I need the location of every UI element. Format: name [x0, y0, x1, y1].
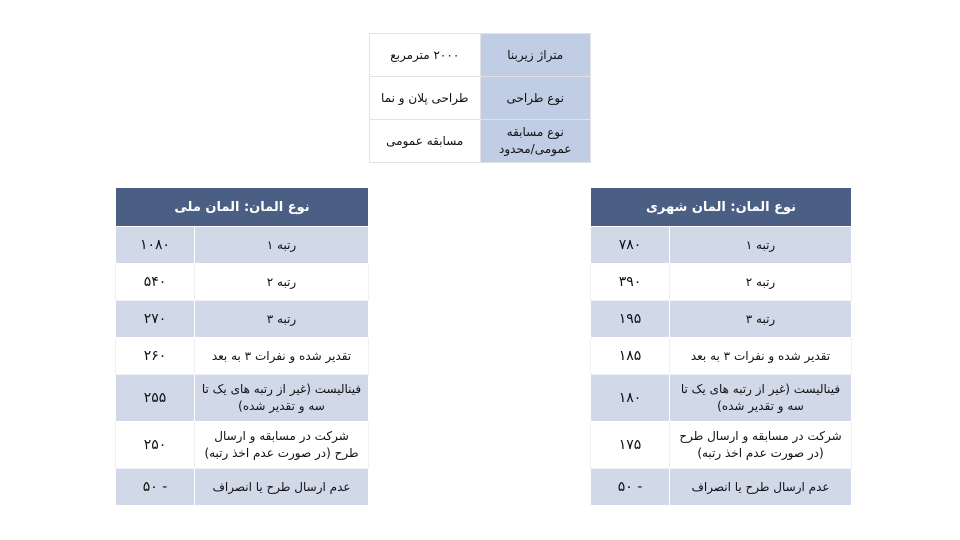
award-label: رتبه ۱ [195, 227, 369, 264]
table-row [116, 338, 369, 375]
award-value: ۲۷۰ [116, 301, 195, 338]
competition-info-table [369, 33, 591, 163]
award-value: ۱۷۵ [591, 422, 670, 469]
table-row [591, 227, 852, 264]
award-label: رتبه ۳ [670, 301, 852, 338]
award-value: ۲۵۵ [116, 375, 195, 422]
info-value: طراحی پلان و نما [370, 77, 481, 120]
award-label: عدم ارسال طرح یا انصراف [670, 469, 852, 506]
table-row [116, 469, 369, 506]
info-row [370, 34, 591, 77]
award-value: - ۵۰ [591, 469, 670, 506]
table-row [116, 301, 369, 338]
table-title: نوع المان: المان شهری [591, 188, 852, 227]
award-value: ۱۸۰ [591, 375, 670, 422]
award-label: فینالیست (غیر از رتبه های یک تا سه و تقدیر شده) [195, 375, 369, 422]
award-label: رتبه ۲ [670, 264, 852, 301]
info-row [370, 77, 591, 120]
table-row [116, 422, 369, 469]
table-row [591, 469, 852, 506]
award-value: ۱۹۵ [591, 301, 670, 338]
national-award-table [115, 187, 369, 506]
table-row [591, 422, 852, 469]
info-label: نوع مسابقه عمومی/محدود [480, 120, 591, 163]
table-title: نوع المان: المان ملی [116, 188, 369, 227]
info-label: متراژ زیربنا [480, 34, 591, 77]
table-row [116, 375, 369, 422]
award-value: - ۵۰ [116, 469, 195, 506]
info-value: مسابقه عمومی [370, 120, 481, 163]
award-value: ۷۸۰ [591, 227, 670, 264]
award-value: ۱۰۸۰ [116, 227, 195, 264]
award-label: عدم ارسال طرح یا انصراف [195, 469, 369, 506]
info-label: نوع طراحی [480, 77, 591, 120]
table-row [591, 301, 852, 338]
award-label: رتبه ۲ [195, 264, 369, 301]
award-value: ۳۹۰ [591, 264, 670, 301]
award-value: ۲۵۰ [116, 422, 195, 469]
award-label: تقدیر شده و نفرات ۳ به بعد [670, 338, 852, 375]
award-value: ۱۸۵ [591, 338, 670, 375]
table-row [591, 338, 852, 375]
award-label: شرکت در مسابقه و ارسال طرح (در صورت عدم اخذ رتبه) [670, 422, 852, 469]
award-label: شرکت در مسابقه و ارسال طرح (در صورت عدم اخذ رتبه) [195, 422, 369, 469]
table-row [591, 264, 852, 301]
table-row [116, 227, 369, 264]
table-row [116, 264, 369, 301]
award-label: رتبه ۱ [670, 227, 852, 264]
award-label: رتبه ۳ [195, 301, 369, 338]
info-value: ۲۰۰۰ مترمربع [370, 34, 481, 77]
info-row [370, 120, 591, 163]
urban-award-table [590, 187, 852, 506]
award-label: فینالیست (غیر از رتبه های یک تا سه و تقدیر شده) [670, 375, 852, 422]
award-value: ۵۴۰ [116, 264, 195, 301]
award-label: تقدیر شده و نفرات ۳ به بعد [195, 338, 369, 375]
table-row [591, 375, 852, 422]
award-value: ۲۶۰ [116, 338, 195, 375]
